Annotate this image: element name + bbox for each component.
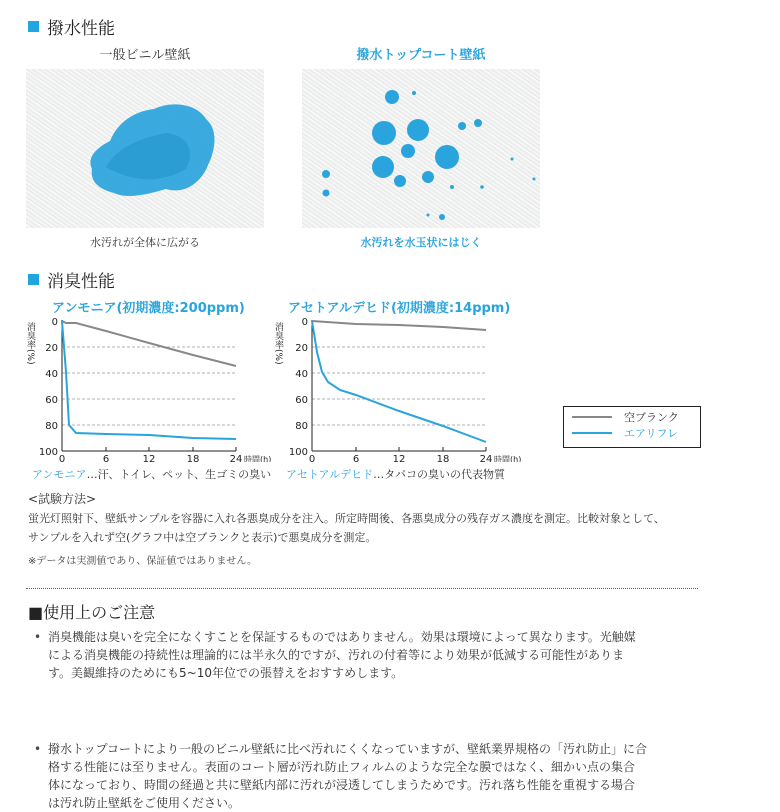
svg-text:時間(h): 時間(h) (244, 455, 272, 462)
svg-text:12: 12 (392, 454, 406, 462)
svg-text:40: 40 (295, 369, 308, 380)
svg-text:18: 18 (436, 454, 450, 462)
water-droplets-image (302, 69, 540, 228)
water-section-title: 撥水性能 (28, 14, 115, 39)
test-method-line1: 蛍光灯照射下、壁紙サンプルを容器に入れ各悪臭成分を注入。所定時間後、各悪臭成分の残存ガス濃度を測定。比較対象として、 (28, 512, 665, 525)
svg-text:80: 80 (45, 421, 58, 432)
test-method-heading: <試験方法> (28, 492, 97, 506)
blue-line-icon (572, 432, 612, 434)
svg-text:12: 12 (142, 454, 156, 462)
y-axis-label: 消臭率(%) (273, 322, 283, 365)
cautions-title: ■使用上のご注意 (28, 603, 156, 622)
topcoat-caption: 水汚れを水玉状にはじく (360, 236, 482, 249)
chart2-title: アセトアルデヒド(初期濃度:14ppm) (288, 301, 511, 316)
svg-text:24: 24 (229, 454, 243, 462)
svg-text:80: 80 (295, 421, 308, 432)
svg-text:40: 40 (45, 369, 58, 380)
topcoat-wallpaper-photo (302, 69, 540, 228)
y-axis-label: 消臭率(%) (25, 322, 35, 365)
test-method-line2: サンプルを入れず空(グラフ中は空ブランクと表示)で悪臭成分を測定。 (28, 531, 377, 544)
svg-text:時間(h): 時間(h) (494, 455, 522, 462)
svg-text:20: 20 (295, 343, 308, 354)
svg-text:0: 0 (58, 454, 66, 462)
blank-series-line (62, 321, 236, 366)
caution-item-2: • 撥水トップコートにより一般のビニル壁紙に比べ汚れにくくなっていますが、壁紙業界規格の「汚れ防止」に合 格する性能には至りません。表面のコート層が汚れ防止フィルムのような完全な膜ではなく、細かい点の集合 体になっており、時間の経過と共に壁紙内部に汚れが浸透してしまうためです。汚れ落ち性能を重視する場合 は汚れ防止壁紙をご使用ください。 (34, 740, 748, 812)
vinyl-wallpaper-label: 一般ビニル壁紙 (99, 48, 191, 63)
vinyl-caption: 水汚れが全体に広がる (90, 236, 200, 249)
svg-text:0: 0 (51, 317, 58, 328)
svg-text:100: 100 (38, 447, 58, 458)
chart1-note: アンモニア…汗、トイレ、ペット、生ゴミの臭い (32, 468, 272, 481)
svg-text:6: 6 (102, 454, 110, 462)
product-series-line (312, 321, 486, 442)
product-series-line (62, 321, 236, 439)
svg-text:18: 18 (186, 454, 200, 462)
topcoat-wallpaper-label: 撥水トップコート壁紙 (356, 48, 486, 63)
svg-text:20: 20 (45, 343, 58, 354)
caution-item-1: • 消臭機能は臭いを完全になくすことを保証するものではありません。効果は環境によって異なります。光触媒 による消臭機能の持続性は理論的には半永久的ですが、汚れの付着等により効果が低減する可能性がありま す。美観維持のためにも5~10年位での張替えをおすすめします。 (34, 628, 748, 682)
svg-text:6: 6 (352, 454, 360, 462)
ammonia-chart (24, 312, 274, 462)
svg-text:24: 24 (479, 454, 493, 462)
svg-text:60: 60 (45, 395, 58, 406)
chart1-title: アンモニア(初期濃度:200ppm) (52, 301, 245, 316)
data-disclaimer: ※データは実測値であり、保証値ではありません。 (28, 556, 257, 567)
chart-legend (563, 406, 701, 448)
svg-text:60: 60 (295, 395, 308, 406)
vinyl-wallpaper-photo (26, 69, 264, 228)
legend-item-blank: 空ブランク (564, 409, 700, 425)
chart2-note: アセトアルデヒド…タバコの臭いの代表物質 (286, 468, 506, 481)
square-bullet-icon (28, 21, 39, 32)
gray-line-icon (572, 416, 612, 418)
water-stain-image (26, 69, 264, 228)
svg-text:0: 0 (308, 454, 316, 462)
svg-text:100: 100 (288, 447, 308, 458)
blank-series-line (312, 321, 486, 330)
square-bullet-icon (28, 274, 39, 285)
odor-section-title: 消臭性能 (28, 267, 115, 292)
acetaldehyde-chart (272, 312, 522, 462)
section-divider (26, 588, 698, 589)
legend-item-product: エアリフレ (564, 425, 700, 441)
svg-text:0: 0 (301, 317, 308, 328)
